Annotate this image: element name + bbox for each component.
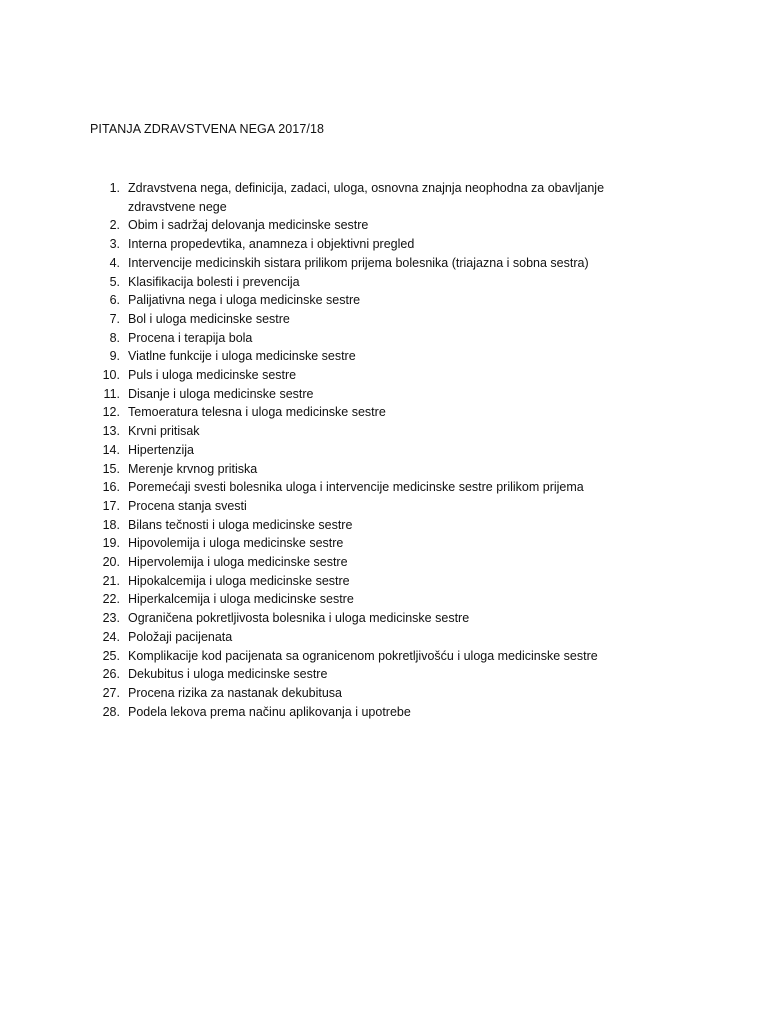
question-number: 20. [102, 555, 120, 570]
question-item [90, 497, 650, 516]
question-text: Temoeratura telesna i uloga medicinske sestre [128, 405, 386, 420]
question-text: Hipertenzija [128, 442, 195, 457]
question-number: 19. [102, 536, 120, 551]
question-number: 14. [102, 442, 120, 457]
question-text: Poremećaji svesti bolesnika uloga i intervencije medicinske sestre prilikom prijema [128, 480, 584, 495]
question-number: 2. [109, 218, 120, 233]
question-text: Hipokalcemija i uloga medicinske sestre [128, 573, 350, 588]
question-number: 3. [109, 237, 120, 252]
question-number: 1. [109, 181, 120, 195]
question-list [90, 179, 650, 721]
question-item [90, 254, 650, 273]
question-item [90, 385, 650, 404]
question-item [90, 366, 650, 385]
question-item [90, 273, 650, 292]
question-text: Bilans tečnosti i uloga medicinske sestre [128, 517, 353, 532]
question-number: 4. [109, 255, 120, 270]
question-number: 6. [109, 293, 120, 308]
question-number: 8. [109, 330, 120, 345]
question-number: 23. [102, 611, 120, 626]
question-text: Krvni pritisak [128, 424, 200, 439]
question-text: Intervencije medicinskih sistara prilikom prijema bolesnika (triajazna i sobna sestra) [128, 255, 589, 270]
question-text: Zdravstvena nega, definicija, zadaci, uloga, osnovna znajnja neophodna za obavljanje zdravstvene nege [128, 181, 605, 214]
question-text: Disanje i uloga medicinske sestre [128, 386, 314, 401]
question-text: Klasifikacija bolesti i prevencija [128, 274, 300, 289]
question-item [90, 403, 650, 422]
question-item [90, 329, 650, 348]
question-item [90, 516, 650, 535]
question-item [90, 291, 650, 310]
question-item [90, 703, 650, 722]
question-number: 12. [102, 405, 120, 420]
question-item [90, 572, 650, 591]
question-text: Procena stanja svesti [128, 498, 247, 513]
question-item [90, 609, 650, 628]
question-number: 25. [102, 648, 120, 663]
question-number: 24. [102, 629, 120, 644]
question-number: 22. [102, 592, 120, 607]
question-item [90, 628, 650, 647]
question-text: Obim i sadržaj delovanja medicinske sestre [128, 218, 369, 233]
document-title: PITANJA ZDRAVSTVENA NEGA 2017/18 [90, 122, 325, 136]
question-number: 26. [102, 667, 120, 682]
question-text: Procena rizika za nastanak dekubitusa [128, 685, 343, 700]
question-text: Položaji pacijenata [128, 629, 233, 644]
question-text: Interna propedevtika, anamneza i objektivni pregled [128, 237, 415, 252]
question-number: 18. [102, 517, 120, 532]
question-text: Bol i uloga medicinske sestre [128, 311, 290, 326]
question-item [90, 460, 650, 479]
question-text: Komplikacije kod pacijenata sa ogranicenom pokretljivošću i uloga medicinske sestre [128, 648, 598, 663]
question-item [90, 422, 650, 441]
question-number: 21. [102, 573, 120, 588]
question-number: 11. [103, 386, 120, 401]
question-number: 5. [109, 274, 120, 289]
question-item [90, 179, 650, 216]
question-item [90, 534, 650, 553]
question-number: 7. [109, 311, 120, 326]
question-text: Puls i uloga medicinske sestre [128, 368, 297, 383]
question-item [90, 235, 650, 254]
question-text: Merenje krvnog pritiska [128, 461, 258, 476]
question-item [90, 647, 650, 666]
question-item [90, 590, 650, 609]
question-text: Dekubitus i uloga medicinske sestre [128, 667, 328, 682]
question-number: 27. [102, 685, 120, 700]
question-text: Hipovolemija i uloga medicinske sestre [128, 536, 344, 551]
question-item [90, 310, 650, 329]
question-number: 13. [102, 424, 120, 439]
question-number: 28. [102, 704, 120, 719]
question-number: 17. [102, 498, 120, 513]
question-number: 15. [102, 461, 120, 476]
question-text: Ograničena pokretljivosta bolesnika i uloga medicinske sestre [128, 611, 470, 626]
question-text: Hiperkalcemija i uloga medicinske sestre [128, 592, 354, 607]
question-number: 16. [102, 480, 120, 495]
question-item [90, 347, 650, 366]
question-item [90, 553, 650, 572]
question-item [90, 665, 650, 684]
question-item [90, 216, 650, 235]
question-number: 9. [109, 349, 120, 364]
question-item [90, 441, 650, 460]
question-text: Viatlne funkcije i uloga medicinske sestre [128, 349, 356, 364]
question-text: Podela lekova prema načinu aplikovanja i upotrebe [128, 704, 411, 719]
question-number: 10. [102, 368, 120, 383]
question-text: Hipervolemija i uloga medicinske sestre [128, 555, 348, 570]
question-item [90, 478, 650, 497]
question-item [90, 684, 650, 703]
question-text: Procena i terapija bola [128, 330, 253, 345]
question-text: Palijativna nega i uloga medicinske sestre [128, 293, 361, 308]
